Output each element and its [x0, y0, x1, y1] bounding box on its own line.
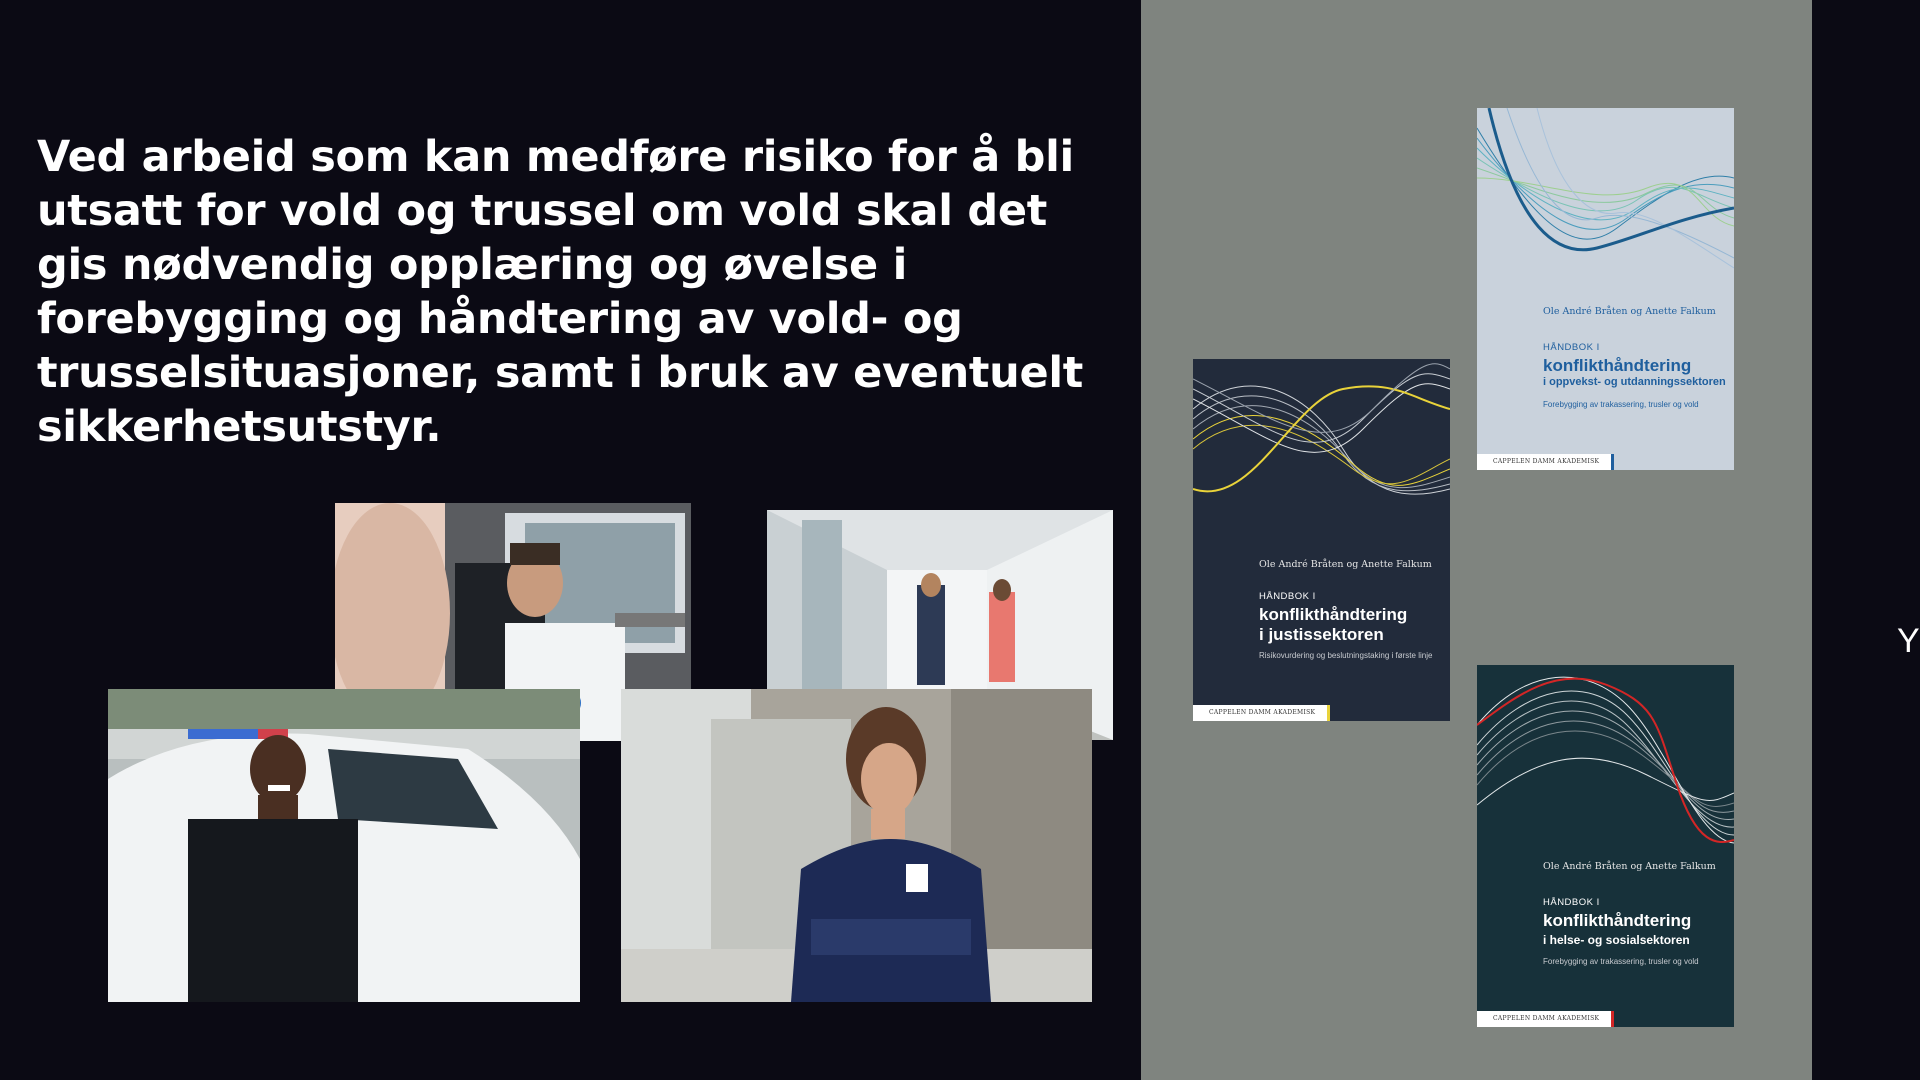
book-series-label: HÅNDBOK I	[1543, 342, 1600, 353]
book-authors: Ole André Bråten og Anette Falkum	[1259, 559, 1432, 570]
publisher-accent	[1327, 705, 1330, 721]
book-cover-justis	[1193, 359, 1450, 721]
right-edge-strip	[1812, 0, 1920, 1080]
book-authors: Ole André Bråten og Anette Falkum	[1543, 861, 1716, 872]
book-series-label: HÅNDBOK I	[1543, 897, 1600, 908]
wave-pattern	[1193, 359, 1450, 559]
book-tagline: Forebygging av trakassering, trusler og vold	[1543, 957, 1699, 966]
book-series-label: HÅNDBOK I	[1259, 591, 1316, 602]
publisher-accent	[1611, 454, 1614, 470]
headline-text: Ved arbeid som kan medføre risiko for å bli utsatt for vold og trussel om vold skal det gis nødvendig opplæring og øvelse i forebygging og håndtering av vold- og trusselsituasjoner, samt i bruk av eventuelt sikkerhetsutstyr.	[37, 132, 1084, 452]
wave-pattern	[1477, 665, 1734, 865]
publisher-logo: CAPPELEN DAMM AKADEMISK	[1477, 1011, 1611, 1027]
book-subtitle: i oppvekst- og utdanningssektoren	[1543, 376, 1726, 388]
book-authors: Ole André Bråten og Anette Falkum	[1543, 306, 1716, 317]
publisher-accent	[1611, 1011, 1614, 1027]
publisher-logo: CAPPELEN DAMM AKADEMISK	[1193, 705, 1327, 721]
publisher-logo: CAPPELEN DAMM AKADEMISK	[1477, 454, 1611, 470]
books-panel	[1141, 0, 1812, 1080]
book-tagline: Forebygging av trakassering, trusler og vold	[1543, 400, 1699, 409]
book-title: konflikthåndtering	[1259, 605, 1408, 624]
book-cover-helse	[1477, 665, 1734, 1027]
book-cover-oppvekst	[1477, 108, 1734, 470]
book-subtitle: i helse- og sosialsektoren	[1543, 933, 1690, 947]
book-title: konflikthåndtering	[1543, 911, 1692, 930]
next-slide-peek-text: Y	[1897, 622, 1920, 660]
photo-nurse	[621, 689, 1092, 1002]
photo-police-officer	[108, 689, 580, 1002]
book-tagline: Risikovurdering og beslutningstaking i første linje	[1259, 651, 1433, 660]
wave-pattern	[1477, 108, 1734, 308]
book-subtitle: i justissektoren	[1259, 625, 1384, 644]
book-title: konflikthåndtering	[1543, 356, 1692, 375]
